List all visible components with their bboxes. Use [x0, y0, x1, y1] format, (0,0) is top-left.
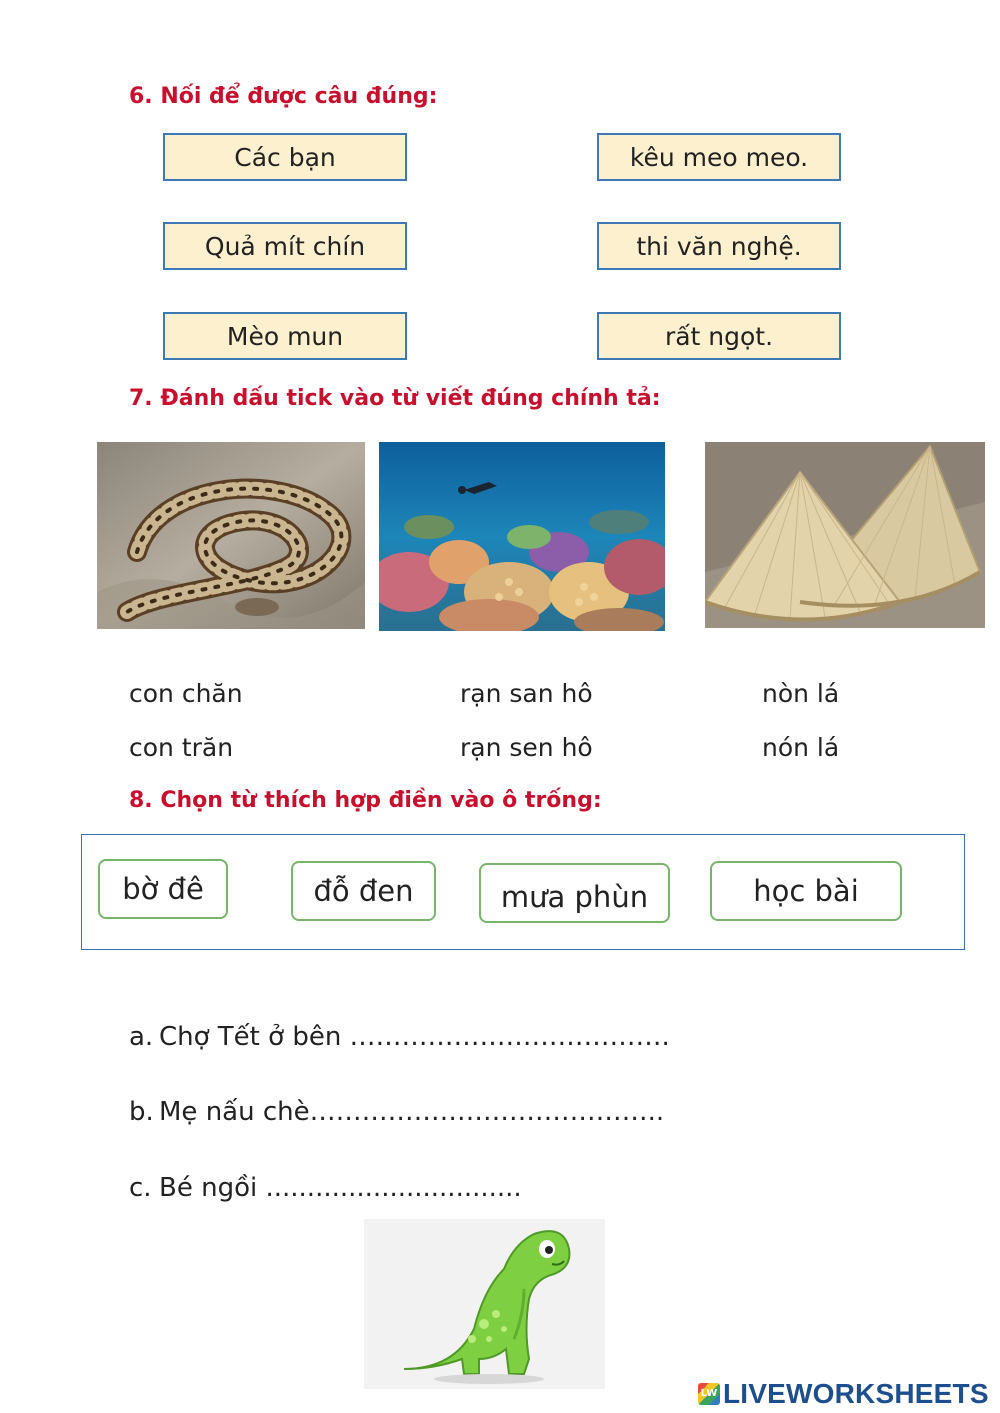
option-con-chan[interactable]: con chăn	[129, 679, 243, 708]
section-8-heading: 8. Chọn từ thích hợp điền vào ô trống:	[129, 788, 602, 813]
sentence-c-blank[interactable]: ...............................	[257, 1173, 522, 1203]
sentence-a-prefix: a.	[129, 1022, 154, 1052]
sentence-a-blank[interactable]: ……………………………….	[341, 1022, 670, 1052]
liveworksheets-logo	[698, 1378, 989, 1410]
word-chip-bo-de[interactable]: bờ đê	[98, 859, 228, 919]
sentence-b-prefix: b.	[129, 1097, 154, 1127]
word-chip-do-den[interactable]: đỗ đen	[291, 861, 436, 921]
conical-hats-photo	[705, 442, 985, 628]
match-right-2[interactable]: thi văn nghệ.	[597, 222, 841, 270]
dinosaur-illustration	[364, 1219, 605, 1389]
match-left-1[interactable]: Các bạn	[163, 133, 407, 181]
logo-mark-icon: LW	[698, 1383, 720, 1405]
option-non-la[interactable]: nón lá	[762, 733, 840, 762]
coral-reef-photo	[379, 442, 665, 631]
word-bank	[81, 834, 965, 950]
sentence-c-prefix: c.	[129, 1173, 152, 1203]
word-chip-mua-phun[interactable]: mưa phùn	[479, 863, 670, 923]
word-chip-hoc-bai[interactable]: học bài	[710, 861, 902, 921]
sentence-b	[129, 1097, 664, 1127]
sentence-b-text: Mẹ nấu chè	[159, 1097, 310, 1127]
section-7-heading: 7. Đánh dấu tick vào từ viết đúng chính tả:	[129, 386, 661, 411]
sentence-a-text: Chợ Tết ở bên	[159, 1022, 342, 1052]
option-ran-san-ho[interactable]: rạn san hô	[460, 679, 593, 708]
brand-name: LIVEWORKSHEETS	[723, 1378, 989, 1409]
option-non-la-wrong[interactable]: nòn lá	[762, 679, 840, 708]
sentence-c	[129, 1173, 522, 1203]
sentence-b-blank[interactable]: …………………………………..	[309, 1097, 665, 1127]
sentence-a	[129, 1022, 670, 1052]
match-left-3[interactable]: Mèo mun	[163, 312, 407, 360]
match-left-2[interactable]: Quả mít chín	[163, 222, 407, 270]
sentence-c-text: Bé ngồi	[159, 1173, 258, 1203]
match-right-3[interactable]: rất ngọt.	[597, 312, 841, 360]
snake-photo	[97, 442, 365, 629]
match-right-1[interactable]: kêu meo meo.	[597, 133, 841, 181]
option-ran-sen-ho[interactable]: rạn sen hô	[460, 733, 593, 762]
option-con-tran[interactable]: con trăn	[129, 733, 234, 762]
section-6-heading: 6. Nối để được câu đúng:	[129, 84, 438, 109]
